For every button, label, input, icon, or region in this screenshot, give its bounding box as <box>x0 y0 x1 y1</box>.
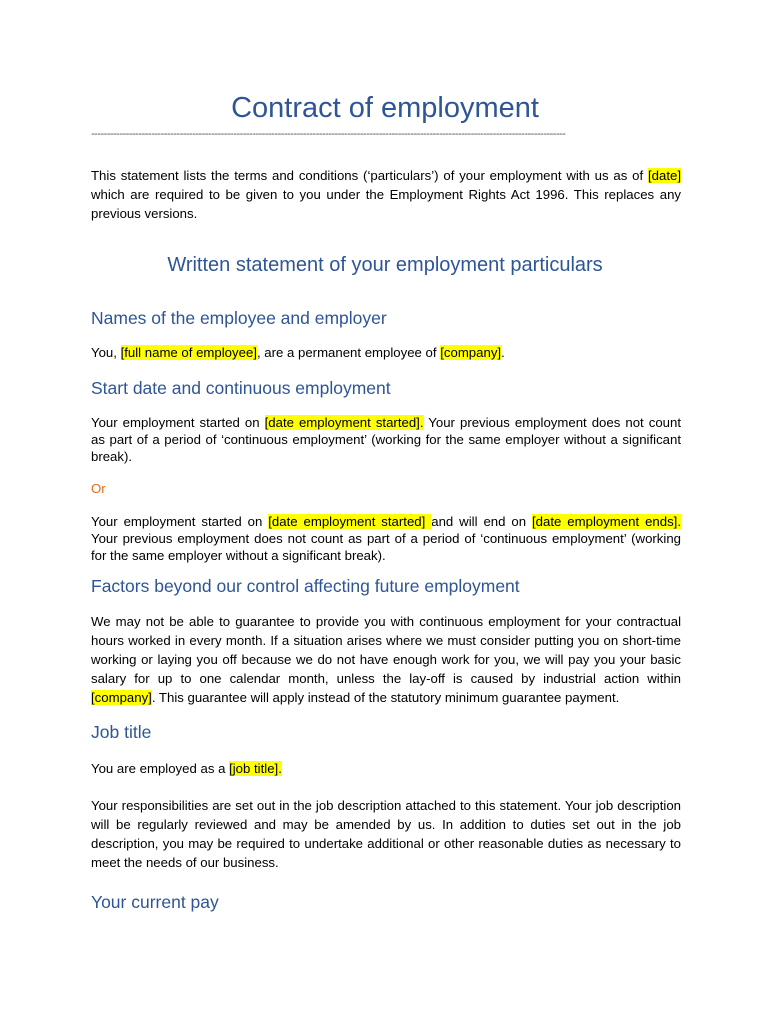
factors-text-b: . This guarantee will apply instead of the statutory minimum guarantee payment. <box>151 690 620 705</box>
start-date-placeholder-2: [date employment started] <box>268 514 432 529</box>
factors-paragraph <box>91 612 681 707</box>
or-label: Or <box>91 481 106 496</box>
factors-heading: Factors beyond our control affecting future employment <box>91 576 520 596</box>
document-title: Contract of employment <box>231 92 539 124</box>
start-heading: Start date and continuous employment <box>91 378 391 398</box>
company-placeholder: [company] <box>440 345 502 360</box>
names-heading: Names of the employee and employer <box>91 308 387 328</box>
job-text-a: You are employed as a <box>91 761 230 776</box>
title-divider: ------------------------------------------------------------------------------------------------------------------------------------------------------ <box>91 128 566 140</box>
names-text-a: You, <box>91 345 121 360</box>
names-paragraph <box>91 343 681 362</box>
job-heading: Job title <box>91 722 152 742</box>
names-text-c: . <box>501 345 505 360</box>
start2-text-c: Your previous employment does not count as part of a period of ‘continuous employment’ (working for the same employer without a significant break). <box>91 531 681 563</box>
employee-name-placeholder: [full name of employee] <box>120 345 257 360</box>
start2-text-a: Your employment started on <box>91 514 269 529</box>
date-placeholder: [date] <box>648 168 681 183</box>
intro-paragraph <box>91 166 681 223</box>
intro-text-b: which are required to be given to you under the Employment Rights Act 1996. This replaces any previous versions. <box>91 187 681 221</box>
start-text-b: Your previous employment does not count as part of a period of ‘continuous employment’ (working for the same employer without a significant break). <box>91 415 681 464</box>
section-title: Written statement of your employment particulars <box>167 254 603 276</box>
start-paragraph-1 <box>91 414 681 465</box>
start2-text-b: and will end on <box>431 514 533 529</box>
start-paragraph-2 <box>91 513 681 564</box>
start-text-a: Your employment started on <box>91 415 265 430</box>
end-date-placeholder: [date employment ends]. <box>532 514 681 529</box>
job-title-placeholder: [job title]. <box>229 761 282 776</box>
pay-heading: Your current pay <box>91 892 219 912</box>
company-placeholder-2: [company] <box>91 690 152 705</box>
job-paragraph <box>91 759 681 778</box>
intro-text-a: This statement lists the terms and conditions (‘particulars’) of your employment with us as of <box>91 168 648 183</box>
factors-text-a: We may not be able to guarantee to provide you with continuous employment for your contractual hours worked in every month. If a situation arises where we must consider putting you on short-time working or laying you off because we do not have enough work for you, we will pay you your basic salary for up to one calendar month, unless the lay-off is caused by industrial action within <box>91 614 681 686</box>
names-text-b: , are a permanent employee of <box>256 345 441 360</box>
start-date-placeholder: [date employment started]. <box>264 415 424 430</box>
responsibilities-paragraph: Your responsibilities are set out in the job description attached to this statement. Your job description will be regularly reviewed and may be amended by us. In addition to duties set out in the job description, you may be required to undertake additional or other reasonable duties as necessary to meet the needs of our business. <box>91 798 681 870</box>
